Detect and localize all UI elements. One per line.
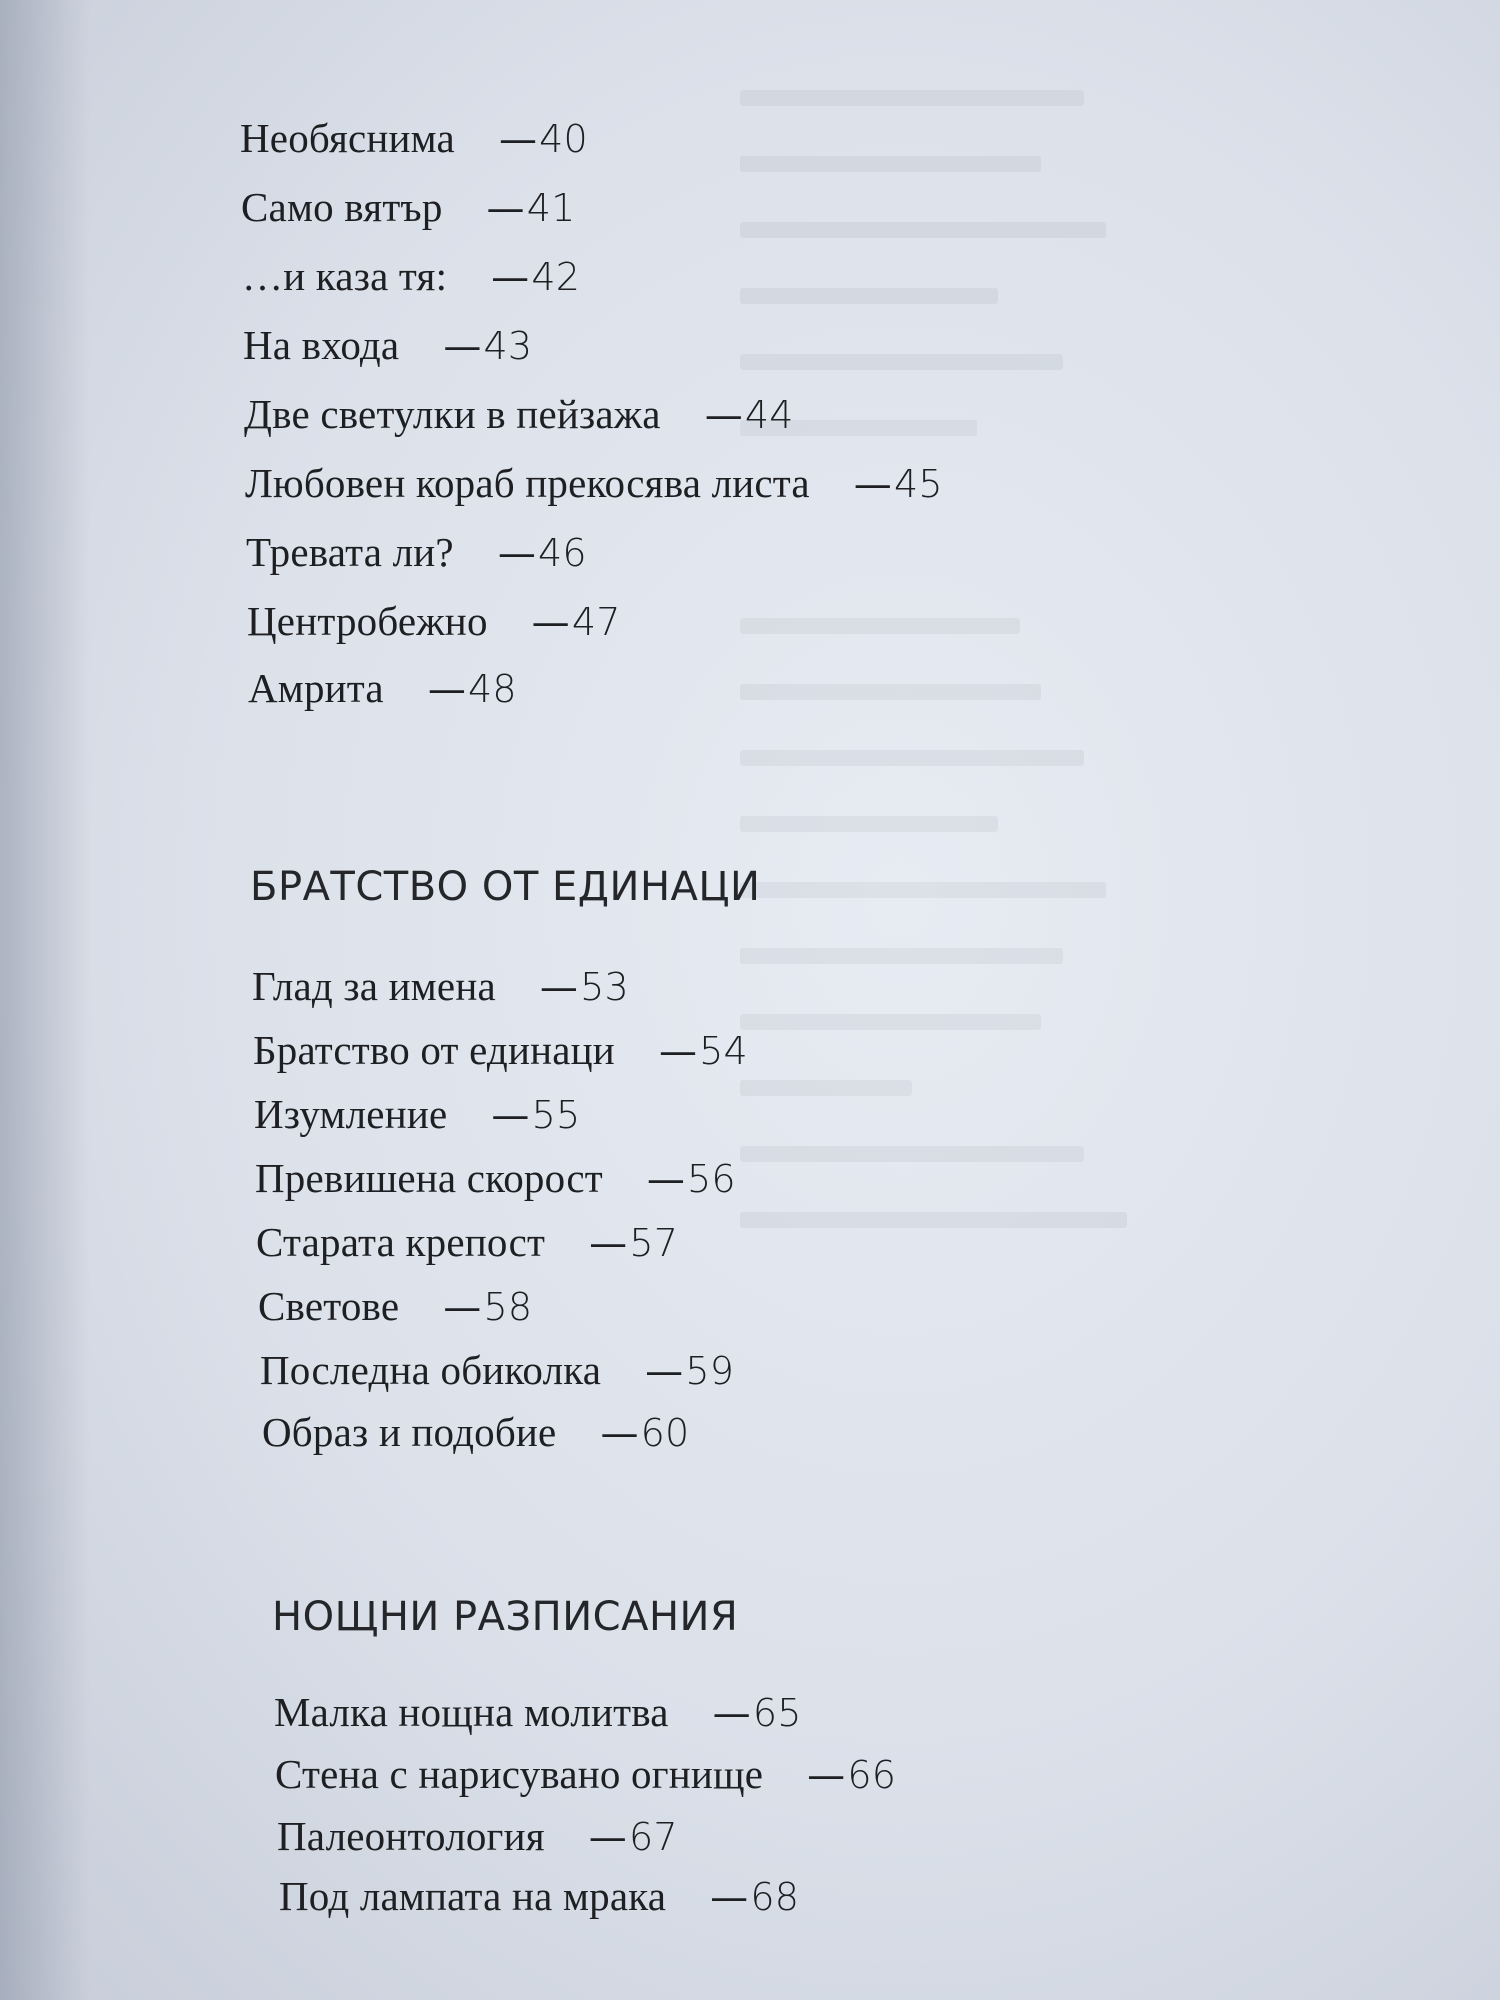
- entry-title: Две светулки в пейзажа: [244, 391, 661, 437]
- entry-title: Старата крепост: [256, 1219, 546, 1265]
- entry-title: Центробежно: [247, 598, 488, 644]
- toc-entry: [256, 1216, 678, 1269]
- entry-title: Превишена скорост: [255, 1155, 603, 1201]
- entry-title: …и каза тя:: [242, 253, 448, 299]
- entry-dash: —: [497, 531, 537, 575]
- entry-page-number: 40: [539, 117, 588, 161]
- toc-entry: [242, 250, 580, 303]
- entry-title: Братство от единаци: [253, 1027, 615, 1073]
- entry-title: Палеонтология: [277, 1813, 545, 1859]
- toc-entry: [245, 457, 943, 510]
- entry-page-number: 45: [894, 462, 943, 506]
- entry-dash: —: [589, 1221, 628, 1265]
- entry-title: Образ и подобие: [262, 1409, 557, 1455]
- entry-dash: —: [539, 965, 579, 1009]
- entry-dash: —: [712, 1691, 751, 1735]
- entry-page-number: 43: [483, 324, 533, 368]
- entry-page-number: 53: [580, 965, 629, 1009]
- entry-page-number: 54: [699, 1029, 748, 1073]
- toc-entry: [255, 1152, 736, 1205]
- entry-page-number: 46: [538, 531, 587, 575]
- entry-dash: —: [645, 1349, 684, 1393]
- entry-page-number: 59: [685, 1349, 735, 1393]
- section-heading: НОЩНИ РАЗПИСАНИЯ: [272, 1594, 739, 1640]
- entry-page-number: 47: [571, 600, 621, 644]
- entry-title: Под лампата на мрака: [279, 1873, 667, 1919]
- entry-page-number: 65: [752, 1691, 802, 1735]
- toc-entry: [274, 1686, 802, 1739]
- entry-dash: —: [531, 600, 570, 644]
- toc-entry: [277, 1810, 678, 1863]
- toc-entry: [253, 1024, 748, 1077]
- entry-page-number: 48: [468, 667, 517, 711]
- entry-page-number: 66: [847, 1753, 897, 1797]
- toc-entry: [260, 1344, 734, 1397]
- entry-title: Амрита: [248, 665, 384, 711]
- entry-title: Изумление: [254, 1091, 448, 1137]
- entry-dash: —: [853, 462, 892, 506]
- toc-entry: [275, 1748, 896, 1801]
- entry-title: Само вятър: [241, 184, 443, 230]
- entry-dash: —: [600, 1411, 639, 1455]
- toc-entry: [254, 1088, 580, 1141]
- toc-entry: [244, 388, 794, 441]
- entry-dash: —: [443, 1285, 482, 1329]
- entry-page-number: 41: [526, 186, 576, 230]
- entry-dash: —: [427, 667, 467, 711]
- entry-dash: —: [443, 324, 482, 368]
- entry-dash: —: [646, 1157, 686, 1201]
- entry-dash: —: [491, 255, 530, 299]
- toc-entry: [262, 1406, 689, 1459]
- toc-entry: [252, 960, 629, 1013]
- entry-dash: —: [807, 1753, 846, 1797]
- entry-dash: —: [491, 1093, 530, 1137]
- entry-dash: —: [498, 117, 538, 161]
- entry-title: Тревата ли?: [246, 529, 454, 575]
- entry-title: На входа: [243, 322, 400, 368]
- entry-dash: —: [710, 1875, 749, 1919]
- entry-title: Светове: [258, 1283, 400, 1329]
- entry-dash: —: [486, 186, 525, 230]
- entry-page-number: 55: [531, 1093, 581, 1137]
- entry-title: Глад за имена: [252, 963, 496, 1009]
- toc-entry: [247, 595, 621, 648]
- entry-dash: —: [658, 1029, 698, 1073]
- section-heading: БРАТСТВО ОТ ЕДИНАЦИ: [250, 864, 761, 910]
- entry-page-number: 58: [483, 1285, 533, 1329]
- toc-entry: [279, 1870, 799, 1923]
- entry-dash: —: [588, 1815, 627, 1859]
- toc-entry: [246, 526, 587, 579]
- toc-entry: [241, 181, 576, 234]
- entry-page-number: 44: [744, 393, 794, 437]
- entry-dash: —: [704, 393, 743, 437]
- entry-title: Необяснима: [240, 115, 455, 161]
- entry-title: Малка нощна молитва: [274, 1689, 669, 1735]
- entry-page-number: 60: [640, 1411, 690, 1455]
- entry-title: Любовен кораб прекосява листа: [245, 460, 810, 506]
- toc-entry: [248, 662, 517, 715]
- entry-page-number: 57: [629, 1221, 679, 1265]
- toc-entry: [258, 1280, 532, 1333]
- entry-page-number: 67: [628, 1815, 678, 1859]
- entry-title: Последна обиколка: [260, 1347, 602, 1393]
- entry-page-number: 42: [531, 255, 581, 299]
- entry-page-number: 68: [750, 1875, 800, 1919]
- entry-title: Стена с нарисувано огнище: [275, 1751, 764, 1797]
- entry-page-number: 56: [687, 1157, 736, 1201]
- toc-entry: [243, 319, 532, 372]
- toc-entry: [240, 112, 588, 165]
